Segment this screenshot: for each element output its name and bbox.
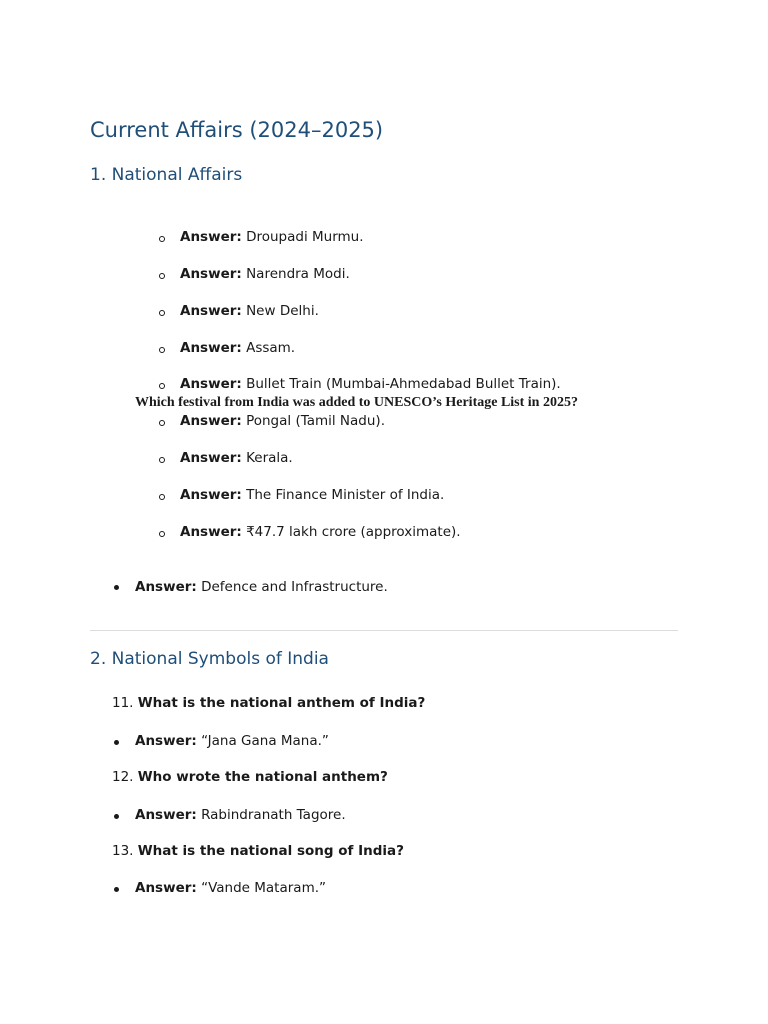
bullet-dot-icon — [114, 887, 119, 892]
answer-text: “Vande Mataram.” — [201, 880, 326, 896]
answer-text: The Finance Minister of India. — [246, 487, 445, 503]
circle-bullet-icon — [159, 531, 165, 537]
answer-label: Answer: — [135, 880, 197, 896]
page-title: Current Affairs (2024–2025) — [90, 118, 384, 142]
answer-label: Answer: — [180, 413, 242, 429]
answer-text: Kerala. — [246, 450, 293, 466]
circle-bullet-icon — [159, 383, 165, 389]
answer-label: Answer: — [180, 376, 242, 392]
question-text: Who wrote the national anthem? — [137, 769, 388, 785]
answer-label: Answer: — [180, 487, 242, 503]
answer-text: Rabindranath Tagore. — [201, 807, 346, 823]
section-heading-national-affairs: 1. National Affairs — [90, 165, 243, 185]
answer-text: ₹47.7 lakh crore (approximate). — [246, 524, 461, 540]
overlay-question: Which festival from India was added to UNESCO’s Heritage List in 2025? — [135, 395, 578, 410]
answer-text: Assam. — [246, 340, 296, 356]
bullet-dot-icon — [114, 814, 119, 819]
question-text: What is the national anthem of India? — [137, 695, 426, 711]
answer-text: Bullet Train (Mumbai-Ahmedabad Bullet Train). — [246, 376, 561, 392]
circle-bullet-icon — [159, 310, 165, 316]
answer-text: Pongal (Tamil Nadu). — [246, 413, 385, 429]
answer-text: New Delhi. — [246, 303, 319, 319]
section-divider — [90, 630, 678, 631]
question-number: 12. — [112, 769, 134, 785]
answer-label: Answer: — [180, 450, 242, 466]
answer-label: Answer: — [135, 733, 197, 749]
circle-bullet-icon — [159, 457, 165, 463]
answer-text: Droupadi Murmu. — [246, 229, 364, 245]
section-heading-national-symbols: 2. National Symbols of India — [90, 649, 329, 669]
answer-label: Answer: — [180, 524, 242, 540]
circle-bullet-icon — [159, 273, 165, 279]
circle-bullet-icon — [159, 347, 165, 353]
answer-text: “Jana Gana Mana.” — [201, 733, 329, 749]
question-number: 11. — [112, 695, 134, 711]
bullet-dot-icon — [114, 585, 119, 590]
bullet-dot-icon — [114, 740, 119, 745]
answer-label: Answer: — [180, 266, 242, 282]
circle-bullet-icon — [159, 236, 165, 242]
answer-label: Answer: — [180, 340, 242, 356]
circle-bullet-icon — [159, 494, 165, 500]
question-text: What is the national song of India? — [137, 843, 404, 859]
question-number: 13. — [112, 843, 134, 859]
answer-text: Defence and Infrastructure. — [201, 579, 388, 595]
answer-label: Answer: — [135, 579, 197, 595]
answer-label: Answer: — [135, 807, 197, 823]
answer-label: Answer: — [180, 303, 242, 319]
answer-label: Answer: — [180, 229, 242, 245]
answer-text: Narendra Modi. — [246, 266, 350, 282]
circle-bullet-icon — [159, 420, 165, 426]
